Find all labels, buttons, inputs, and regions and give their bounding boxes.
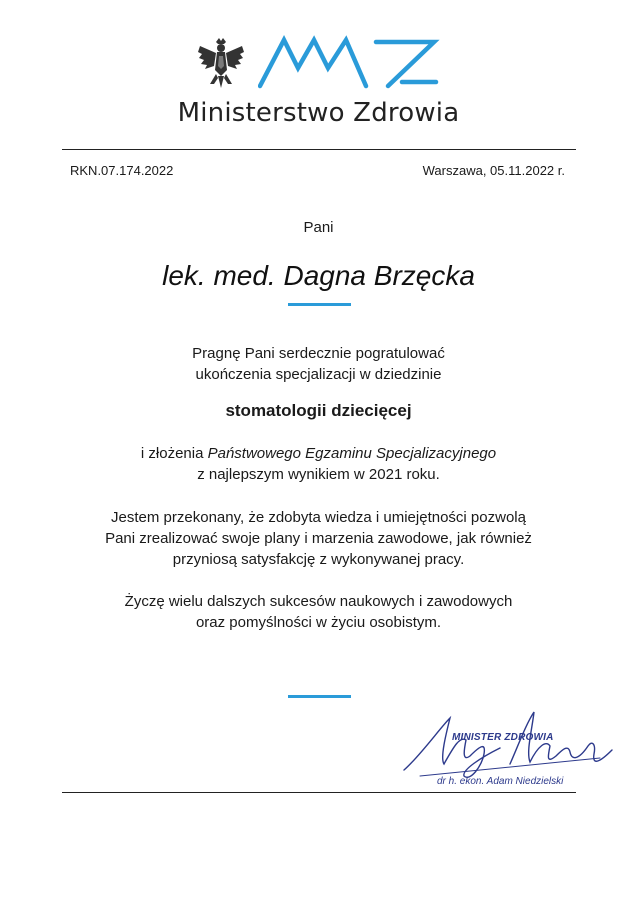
header-divider: [62, 149, 576, 150]
salutation: Pani: [303, 219, 334, 236]
text-line: ukończenia specjalizacji w dziedzinie: [195, 366, 442, 383]
text-line: Pragnę Pani serdecznie pogratulować: [192, 345, 445, 362]
polish-eagle-icon: [196, 36, 246, 90]
signatory-name: dr h. ekon. Adam Niedzielski: [437, 776, 564, 787]
ministry-name: Ministerstwo Zdrowia: [177, 98, 460, 128]
text-line: oraz pomyślności w życiu osobistym.: [195, 614, 442, 631]
footer-divider: [62, 792, 576, 793]
text-line: Życzę wielu dalszych sukcesów naukowych i zawodowych: [124, 593, 513, 610]
wishes-paragraph: [0, 591, 637, 633]
reference-number: RKN.07.174.2022: [70, 163, 174, 178]
confidence-paragraph: [0, 507, 637, 570]
accent-divider: [288, 695, 351, 698]
exam-name: Państwowego Egzaminu Specjalizacyjnego: [207, 445, 497, 462]
mz-logo-icon: [258, 34, 442, 90]
text-line: przyniosą satysfakcję z wykonywanej pracy.: [172, 551, 465, 568]
congratulation-paragraph: [0, 343, 637, 385]
specialty-name: stomatologii dziecięcej: [225, 401, 412, 420]
signatory-title: MINISTER ZDROWIA: [452, 732, 554, 743]
text-line: Pani zrealizować swoje plany i marzenia zawodowe, jak również: [105, 530, 532, 547]
handwritten-signature: [400, 706, 615, 786]
text-line: z najlepszym wynikiem w 2021 roku.: [197, 466, 440, 483]
accent-divider: [288, 303, 351, 306]
text-line: [0, 443, 637, 464]
text-line: Jestem przekonany, że zdobyta wiedza i umiejętności pozwolą: [111, 509, 526, 526]
letter-date: Warszawa, 05.11.2022 r.: [422, 163, 565, 178]
exam-prefix: i złożenia: [140, 445, 208, 462]
exam-paragraph: [0, 443, 637, 485]
recipient-name: lek. med. Dagna Brzęcka: [162, 260, 475, 291]
